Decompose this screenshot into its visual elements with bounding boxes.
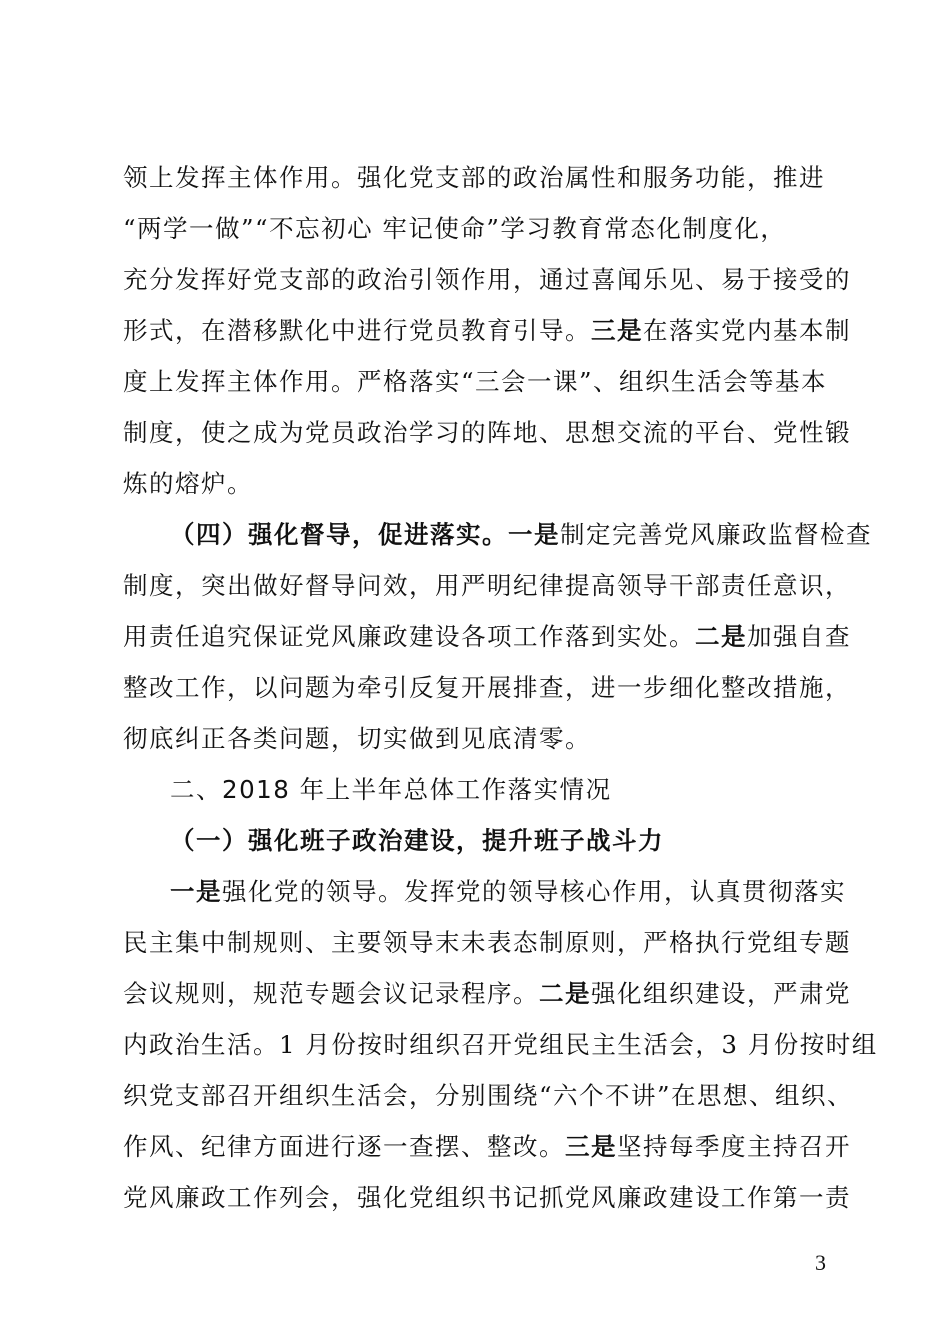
emphasis-marker: 三是	[565, 1132, 617, 1161]
text-segment: 加强自查	[747, 622, 851, 651]
text-line: 度上发挥主体作用。严格落实“三会一课”、组织生活会等基本	[123, 367, 828, 396]
text-line: 炼的熔炉。	[123, 469, 253, 498]
emphasis-marker: 二是	[695, 622, 747, 651]
text-line: 整改工作，以问题为牵引反复开展排查，进一步细化整改措施，	[123, 673, 851, 702]
text-line	[123, 316, 851, 346]
text-line: 织党支部召开组织生活会，分别围绕“六个不讲”在思想、组织、	[123, 1081, 854, 1110]
text-segment: 在落实党内基本制	[643, 316, 851, 345]
text-line	[123, 979, 851, 1009]
emphasis-marker: 三是	[591, 316, 643, 345]
text-segment: 用责任追究保证党风廉政建设各项工作落到实处。	[123, 622, 695, 651]
text-segment: 会议规则，规范专题会议记录程序。	[123, 979, 539, 1008]
text-line	[123, 1132, 851, 1162]
text-line: 党风廉政工作列会，强化党组织书记抓党风廉政建设工作第一责	[123, 1183, 851, 1212]
part-two-heading: 二、2018 年上半年总体工作落实情况	[170, 775, 612, 804]
page-number: 3	[815, 1250, 826, 1275]
text-line: 内政治生活。1 月份按时组织召开党组民主生活会，3 月份按时组	[123, 1030, 878, 1059]
text-line	[123, 622, 851, 652]
text-segment: 强化组织建设，严肃党	[591, 979, 851, 1008]
emphasis-marker: 一是	[508, 520, 560, 549]
text-line: 领上发挥主体作用。强化党支部的政治属性和服务功能，推进	[123, 163, 825, 192]
text-segment: 作风、纪律方面进行逐一查摆、整改。	[123, 1132, 565, 1161]
emphasis-marker: 二是	[539, 979, 591, 1008]
text-line: 民主集中制规则、主要领导末未表态制原则，严格执行党组专题	[123, 928, 851, 957]
text-line: 充分发挥好党支部的政治引领作用，通过喜闻乐见、易于接受的	[123, 265, 851, 294]
text-segment: 坚持每季度主持召开	[617, 1132, 851, 1161]
emphasis-marker: 一是	[170, 877, 222, 906]
text-segment: 强化党的领导。发挥党的领导核心作用，认真贯彻落实	[222, 877, 846, 906]
text-segment: 形式，在潜移默化中进行党员教育引导。	[123, 316, 591, 345]
text-line: 制度，使之成为党员政治学习的阵地、思想交流的平台、党性锻	[123, 418, 851, 447]
text-line	[170, 877, 846, 907]
section-title: （四）强化督导，促进落实。	[170, 520, 508, 549]
section-four-first-line	[170, 520, 872, 550]
part-two-subheading: （一）强化班子政治建设，提升班子战斗力	[170, 826, 664, 855]
text-segment: 制定完善党风廉政监督检查	[560, 520, 872, 549]
text-line: 制度，突出做好督导问效，用严明纪律提高领导干部责任意识，	[123, 571, 851, 600]
text-line: 彻底纠正各类问题，切实做到见底清零。	[123, 724, 591, 753]
text-line: “两学一做”“不忘初心 牢记使命”学习教育常态化制度化，	[123, 214, 787, 243]
